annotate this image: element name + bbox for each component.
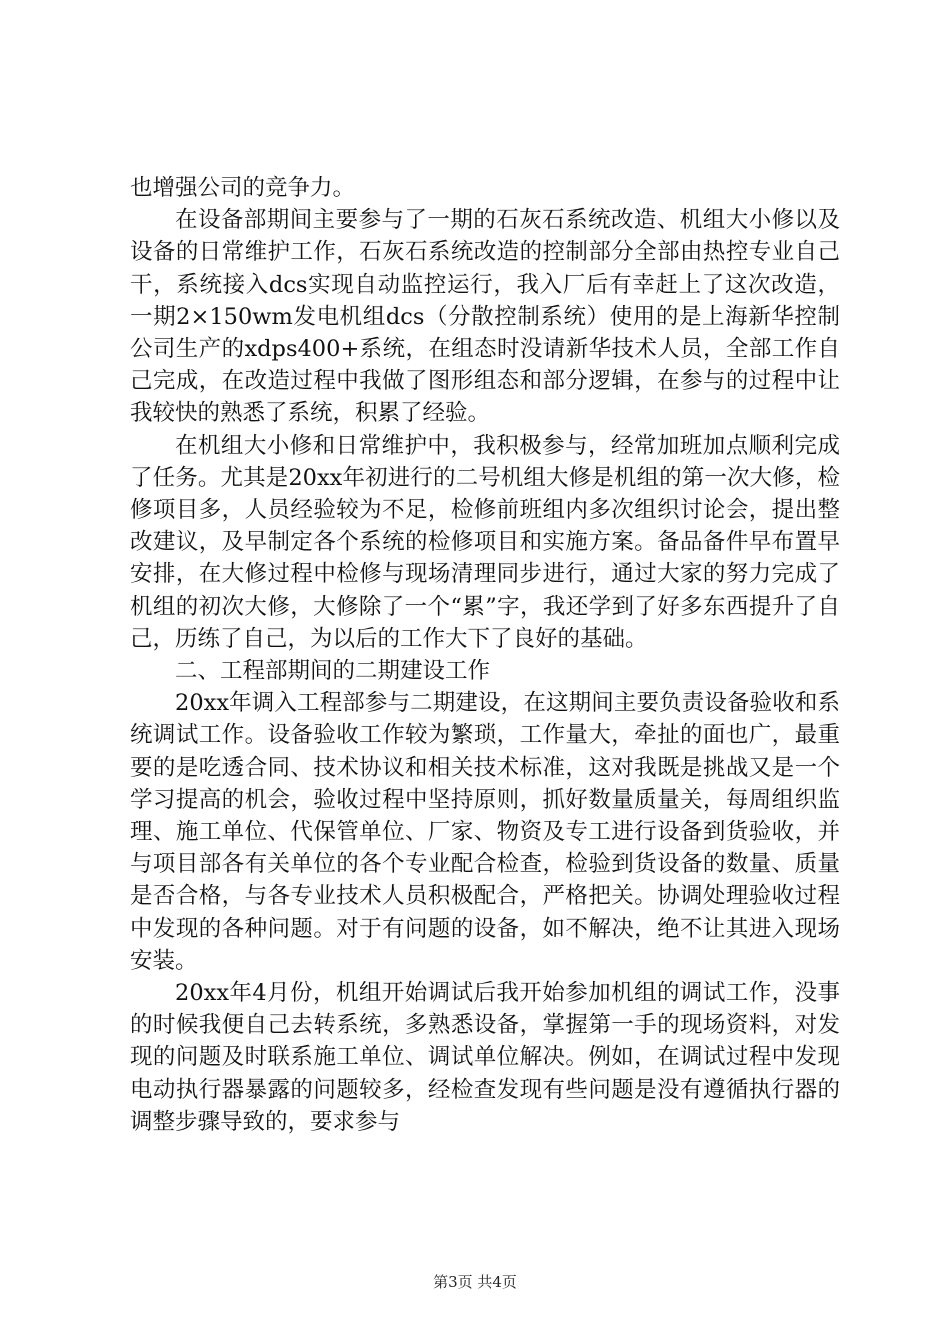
paragraph-3: 在机组大小修和日常维护中，我积极参与，经常加班加点顺利完成了任务。尤其是20xx年初进行的二号机组大修是机组的第一次大修，检修项目多，人员经验较为不足，检修前班组内多次组织讨论会，提出整改建议，及早制定各个系统的检修项目和实施方案。备品备件早布置早安排，在大修过程中检修与现场清理同步进行，通过大家的努力完成了机组的初次大修，大修除了一个“累”字，我还学到了好多东西提升了自己，历练了自己，为以后的工作大下了良好的基础。 [130, 432, 840, 652]
paragraph-4: 20xx年调入工程部参与二期建设，在这期间主要负责设备验收和系统调试工作。设备验收工作较为繁琐，工作量大，牵扯的面也广，最重要的是吃透合同、技术协议和相关技术标准，这对我既是挑战又是一个学习提高的机会，验收过程中坚持原则，抓好数量质量关，每周组织监理、施工单位、代保管单位、厂家、物资及专工进行设备到货验收，并与项目部各有关单位的各个专业配合检查，检验到货设备的数量、质量是否合格，与各专业技术人员积极配合，严格把关。协调处理验收过程中发现的各种问题。对于有问题的设备，如不解决，绝不让其进入现场安装。 [130, 690, 840, 974]
section-heading: 二、工程部期间的二期建设工作 [175, 658, 491, 685]
paragraph-5: 20xx年4月份，机组开始调试后我开始参加机组的调试工作，没事的时候我便自己去转系统，多熟悉设备，掌握第一手的现场资料，对发现的问题及时联系施工单位、调试单位解决。例如，在调试过程中发现电动执行器暴露的问题较多，经检查发现有些问题是没有遵循执行器的调整步骤导致的，要求参与 [130, 980, 840, 1135]
paragraph-1: 也增强公司的竞争力。 [130, 175, 356, 201]
page-number-footer: 第3页 共4页 [433, 1273, 517, 1291]
document-body [130, 172, 840, 1138]
paragraph-2: 在设备部期间主要参与了一期的石灰石系统改造、机组大小修以及设备的日常维护工作，石灰石系统改造的控制部分全部由热控专业自己干，系统接入dcs实现自动监控运行，我入厂后有幸赶上了这次改造，一期2×150wm发电机组dcs（分散控制系统）使用的是上海新华控制公司生产的xdps400+系统，在组态时没请新华技术人员，全部工作自己完成，在改造过程中我做了图形组态和部分逻辑，在参与的过程中让我较快的熟悉了系统，积累了经验。 [130, 207, 840, 427]
